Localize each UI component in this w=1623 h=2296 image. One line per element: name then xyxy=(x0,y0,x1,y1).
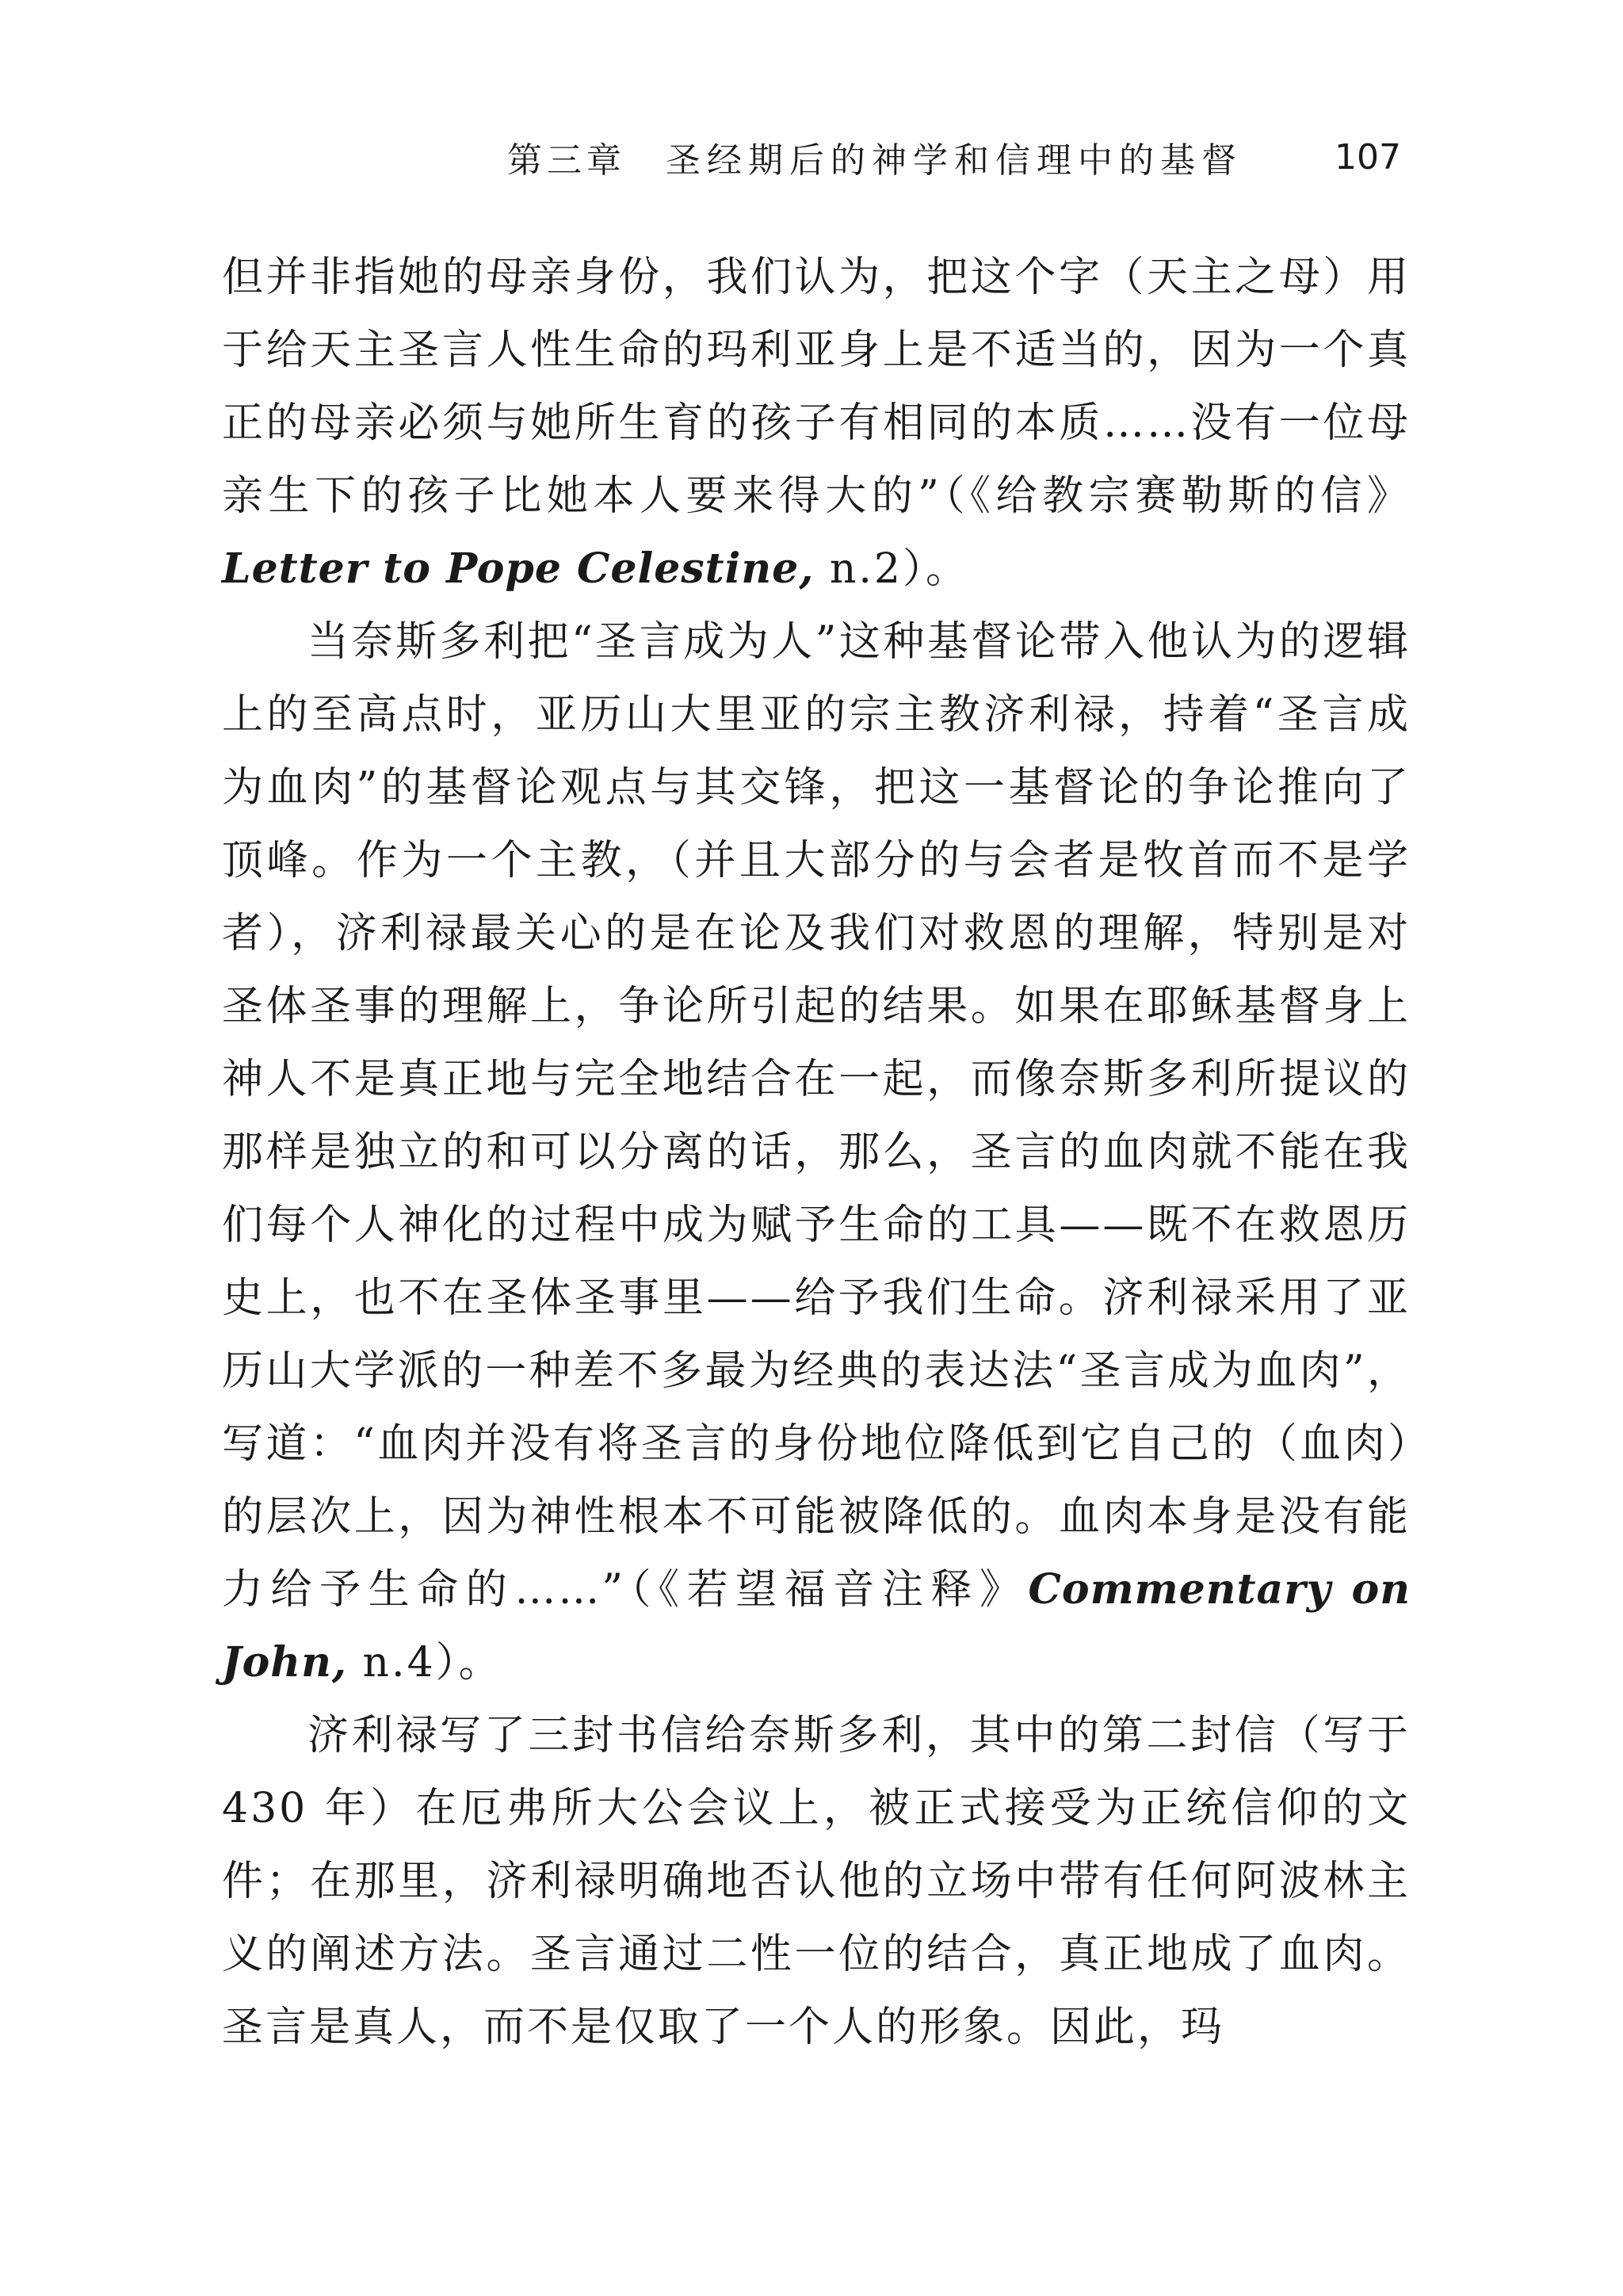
paragraph-1-citation-end: n.2）。 xyxy=(814,545,970,593)
running-header xyxy=(507,132,1401,182)
chapter-title: 圣经期后的神学和信理中的基督 xyxy=(666,140,1243,181)
paragraph-1-citation-title: Letter to Pope Celestine, xyxy=(222,544,815,593)
paragraph-1 xyxy=(222,241,1411,606)
paragraph-2-text: 当奈斯多利把“圣言成为人”这种基督论带入他认为的逻辑上的至高点时，亚历山大里亚的宗主教济利禄，持着“圣言成为血肉”的基督论观点与其交锋，把这一基督论的争论推向了顶峰。作为一个主教，（并且大部分的与会者是牧首而不是学者），济利禄最关心的是在论及我们对救恩的理解，特别是对圣体圣事的理解上，争论所引起的结果。如果在耶稣基督身上神人不是真正地与完全地结合在一起，而像奈斯多利所提议的那样是独立的和可以分离的话，那么，圣言的血肉就不能在我们每个人神化的过程中成为赋予生命的工具——既不在救恩历史上，也不在圣体圣事里——给予我们生命。济利禄采用了亚历山大学派的一种差不多最为经典的表达法“圣言成为血肉”，写道：“血肉并没有将圣言的身份地位降低到它自己的（血肉）的层次上，因为神性根本不可能被降低的。血肉本身是没有能力给予生命的……”（《若望福音注释》 xyxy=(222,618,1411,1614)
paragraph-1-text: 但并非指她的母亲身份，我们认为，把这个字（天主之母）用于给天主圣言人性生命的玛利亚身上是不适当的，因为一个真正的母亲必须与她所生育的孩子有相同的本质……没有一位母亲生下的孩子比她本人要来得大的”（《给教宗赛勒斯的信》 xyxy=(222,254,1411,520)
paragraph-2-citation-end: n.4）。 xyxy=(347,1639,502,1687)
chapter-label: 第三章 xyxy=(507,140,626,181)
page-body xyxy=(222,241,1411,2064)
paragraph-2 xyxy=(222,606,1411,1699)
paragraph-3-text: 济利禄写了三封书信给奈斯多利，其中的第二封信（写于 430 年）在厄弗所大公会议上，被正式接受为正统信仰的文件；在那里，济利禄明确地否认他的立场中带有任何阿波林主义的阐述方法。圣言通过二性一位的结合，真正地成了血肉。圣言是真人，而不是仅取了一个人的形象。因此，玛 xyxy=(222,1712,1411,2051)
paragraph-3 xyxy=(222,1699,1411,2064)
paragraph-2-citation-title: Commentary on John, xyxy=(222,1565,1411,1687)
page-number: 107 xyxy=(1335,136,1401,178)
